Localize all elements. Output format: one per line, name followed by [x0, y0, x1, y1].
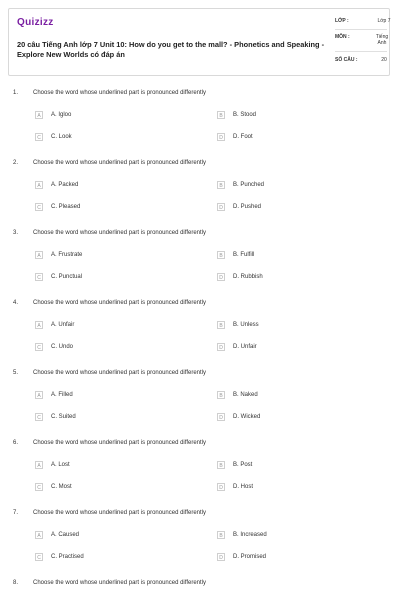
question-number: 3. — [13, 230, 19, 236]
option-text: B. Increased — [233, 532, 267, 538]
option-text: D. Host — [233, 484, 254, 490]
option-text: B. Post — [233, 462, 253, 468]
option-text: D. Promised — [233, 554, 267, 560]
option-letter-box: D — [217, 343, 225, 351]
option-letter-box: A — [35, 531, 43, 539]
option-letter-box: D — [217, 553, 225, 561]
option-letter-box: C — [35, 133, 43, 141]
option-text: A. Filled — [51, 392, 73, 398]
option-letter-box: A — [35, 461, 43, 469]
option-letter-box: D — [217, 413, 225, 421]
option-text: A. Caused — [51, 532, 80, 538]
option-text: B. Unless — [233, 322, 259, 328]
option-letter-box: D — [217, 273, 225, 281]
option-text: C. Undo — [51, 344, 74, 350]
grade-value: Lớp 7 — [377, 18, 391, 24]
question-number: 1. — [13, 90, 19, 96]
option-letter-box: A — [35, 391, 43, 399]
subject-value: Tiếng Anh — [375, 34, 389, 46]
option-text: C. Look — [51, 134, 72, 140]
option-text: B. Punched — [233, 182, 265, 188]
option-letter-box: C — [35, 413, 43, 421]
question-text: Choose the word whose underlined part is pronounced differently — [33, 580, 206, 586]
option-letter-box: A — [35, 181, 43, 189]
question-text: Choose the word whose underlined part is pronounced differently — [33, 230, 206, 236]
option-text: D. Pushed — [233, 204, 262, 210]
option-letter-box: A — [35, 251, 43, 259]
subject-label: MÔN : — [335, 34, 350, 40]
option-text: A. Packed — [51, 182, 79, 188]
option-letter-box: C — [35, 553, 43, 561]
question-text: Choose the word whose underlined part is pronounced differently — [33, 510, 206, 516]
option-letter-box: C — [35, 483, 43, 491]
option-text: A. Igloo — [51, 112, 72, 118]
option-letter-box: B — [217, 251, 225, 259]
quizizz-logo: Quizizz — [17, 17, 54, 28]
question-number: 2. — [13, 160, 19, 166]
option-text: B. Stood — [233, 112, 257, 118]
worksheet-header — [8, 8, 390, 76]
option-text: D. Wicked — [233, 414, 261, 420]
option-text: D. Rubbish — [233, 274, 263, 280]
option-text: A. Frustrate — [51, 252, 83, 258]
option-letter-box: B — [217, 461, 225, 469]
option-letter-box: D — [217, 133, 225, 141]
grade-label: LỚP : — [335, 18, 349, 24]
question-text: Choose the word whose underlined part is pronounced differently — [33, 440, 206, 446]
meta-divider — [335, 51, 387, 52]
worksheet-title: 20 câu Tiếng Anh lớp 7 Unit 10: How do you get to the mall? - Phonetics and Speaking - Explore New Worlds có đáp án — [17, 40, 325, 59]
option-letter-box: C — [35, 203, 43, 211]
option-letter-box: A — [35, 111, 43, 119]
meta-divider — [335, 29, 387, 30]
question-number: 8. — [13, 580, 19, 586]
option-text: C. Pleased — [51, 204, 81, 210]
question-number: 6. — [13, 440, 19, 446]
option-letter-box: C — [35, 343, 43, 351]
question-text: Choose the word whose underlined part is pronounced differently — [33, 90, 206, 96]
option-letter-box: B — [217, 531, 225, 539]
option-text: A. Lost — [51, 462, 70, 468]
option-text: C. Punctual — [51, 274, 83, 280]
option-text: B. Naked — [233, 392, 258, 398]
option-text: A. Unfair — [51, 322, 75, 328]
option-text: D. Unfair — [233, 344, 257, 350]
question-text: Choose the word whose underlined part is pronounced differently — [33, 300, 206, 306]
question-number: 5. — [13, 370, 19, 376]
option-text: C. Practised — [51, 554, 84, 560]
question-count-label: SỐ CÂU : — [335, 57, 358, 63]
option-text: C. Suited — [51, 414, 76, 420]
question-count-value: 20 — [381, 57, 387, 63]
question-text: Choose the word whose underlined part is pronounced differently — [33, 160, 206, 166]
question-number: 4. — [13, 300, 19, 306]
option-text: B. Fulfill — [233, 252, 255, 258]
question-number: 7. — [13, 510, 19, 516]
option-letter-box: D — [217, 483, 225, 491]
question-text: Choose the word whose underlined part is pronounced differently — [33, 370, 206, 376]
option-letter-box: B — [217, 181, 225, 189]
option-text: D. Foot — [233, 134, 253, 140]
option-letter-box: C — [35, 273, 43, 281]
option-letter-box: A — [35, 321, 43, 329]
option-text: C. Most — [51, 484, 72, 490]
option-letter-box: B — [217, 321, 225, 329]
option-letter-box: D — [217, 203, 225, 211]
option-letter-box: B — [217, 111, 225, 119]
option-letter-box: B — [217, 391, 225, 399]
